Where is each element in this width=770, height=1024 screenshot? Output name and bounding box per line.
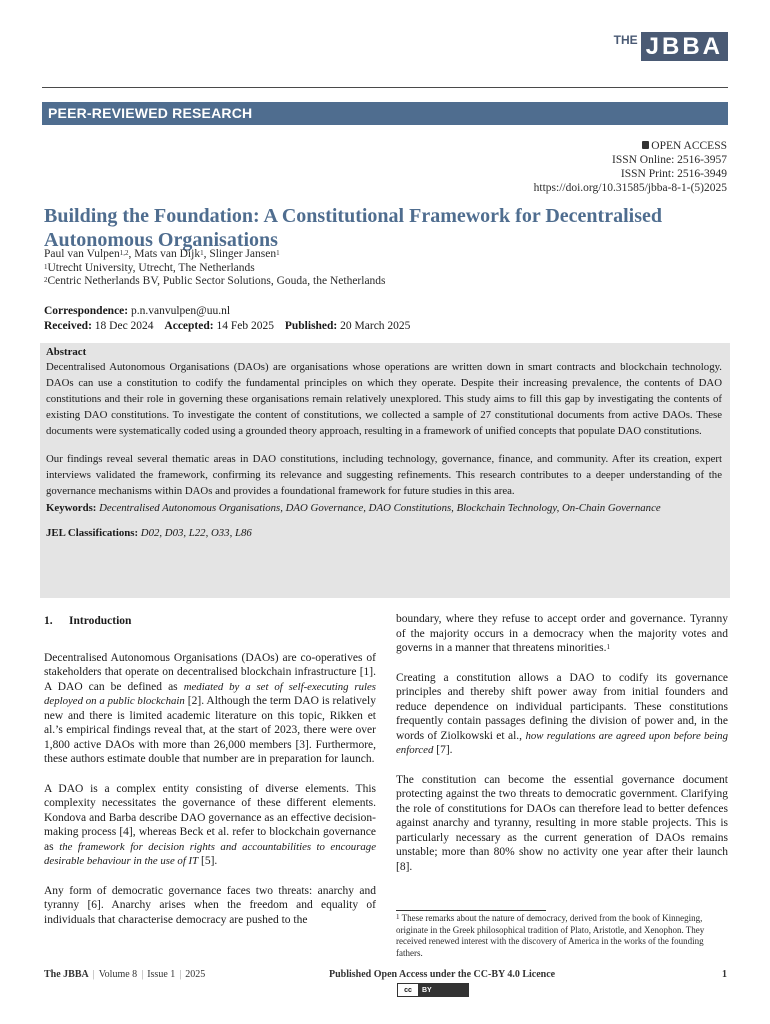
article-meta <box>534 139 727 195</box>
doi-link[interactable]: https://doi.org/10.31585/jbba-8-1-(5)2025 <box>533 182 727 194</box>
intro-paragraph: boundary, where they refuse to accept order and governance. Tyranny of the majority occurs in a democracy when the majority votes and governs in a manner that threatens minorities.$^1$ <box>396 613 728 654</box>
author-name: , Slinger Jansen <box>203 248 277 260</box>
intro-paragraph: Creating a constitution allows a DAO to codify its governance principles and thereby shift power away from initial founders and reduce dependence on individual participants. These constitutions frequently contain passages defining the division of power and, in the words of Ziolkowski et al., how regulations are agreed upon before being enforced [7]. <box>396 671 728 756</box>
abstract-heading: Abstract <box>46 346 87 358</box>
author-list <box>44 248 386 262</box>
jel-line <box>46 525 722 541</box>
author-affiliation-mark: 1,2 <box>119 249 129 257</box>
logo-the: THE <box>614 32 641 61</box>
intro-paragraph: A DAO is a complex entity consisting of diverse elements. This complexity necessitates the governance of these different elements. Kondova and Barba describe DAO governance as an effective decision-making process [4], whereas Beck et al. refer to blockchain governance as the framework for decision rights and accountabilities to encourage desirable behaviour in the use of IT [5]. <box>44 782 376 867</box>
footer-license: Published Open Access under the CC-BY 4.0 Licence <box>329 969 556 980</box>
open-access-label: OPEN ACCESS <box>651 140 727 152</box>
issn-print: ISSN Print: 2516-3949 <box>620 168 727 180</box>
author-block <box>44 248 386 289</box>
left-column <box>44 612 376 927</box>
cc-icon: cc <box>398 987 418 994</box>
keywords-list: Decentralised Autonomous Organisations, DAO Governance, DAO Constitutions, Blockchain Technology, On-Chain Governance <box>99 502 661 514</box>
issn-online: ISSN Online: 2516-3957 <box>612 154 727 166</box>
keywords-label: Keywords: <box>46 502 97 514</box>
footer-citation: The JBBA | Volume 8 | Issue 1 | 2025 <box>44 969 206 980</box>
abstract-box <box>40 343 730 598</box>
accepted-date: 14 Feb 2025 <box>216 320 274 332</box>
correspondence-label: Correspondence: <box>44 305 129 317</box>
right-column <box>396 612 728 874</box>
lock-icon <box>642 141 649 149</box>
journal-logo <box>614 32 728 61</box>
author-affiliation-mark: 1 <box>276 249 280 257</box>
author-affiliation-mark: 1 <box>200 249 204 257</box>
correspondence-block <box>44 304 410 334</box>
section-heading: 1. Introduction <box>44 615 132 627</box>
page-number: 1 <box>722 969 727 980</box>
by-icon: BY <box>418 984 468 996</box>
header-rule <box>42 87 728 88</box>
intro-paragraph: Decentralised Autonomous Organisations (DAOs) are co-operatives of stakeholders that operate on decentralised blockchain infrastructure [1]. A DAO can be defined as mediated by a set of self-executing rules deployed on a public blockchain [2]. Although the term DAO is relatively new and there is limited academic literature on this topic, Rikken et al.’s empirical findings reveal that, at the start of 2023, there were over 1,800 active DAOs with more than 26,000 members [3]. Furthermore, these authors estimate double that number are in preparation for launch. <box>44 651 376 765</box>
article-title: Building the Foundation: A Constitutional Framework for Decentralised Autonomous Organisations <box>44 205 662 251</box>
abstract-paragraph-1: Decentralised Autonomous Organisations (DAOs) are organisations whose operations are written down in smart contracts and blockchain technology. DAOs can use a constitution to codify the fundamental principles on which they operate. Despite their increasing prevalence, the contents of DAO constitutions and their role in governing these organisations remain relatively unexplored. This study aims to fill this gap by investigating the contents of existing DAO constitutions. To investigate the content of constitutions, we collected a sample of 27 constitutional documents from active DAOs. These documents were systematically coded using a grounded theory approach, resulting in a framework of unified concepts that populate DAO constitutions. <box>46 361 722 437</box>
open-access-line <box>534 139 727 153</box>
keywords-line <box>46 500 722 516</box>
jel-codes: D02, D03, L22, O33, L86 <box>140 527 252 539</box>
footnote: $^1$ These remarks about the nature of democracy, derived from the book of Kinneging, originate in the Greek philosophical tradition of Plato, Aristotle, and Xenophon. They received renewed interest with the discovery of America in the works of the founding fathers. <box>396 913 705 958</box>
intro-paragraph: Any form of democratic governance faces two threats: anarchy and tyranny [6]. Anarchy arises when the freedom and equality of individuals that characterise democracy are pushed to the <box>44 884 376 926</box>
footnote-ref[interactable]: 1 <box>606 643 610 651</box>
author-name: , Mats van Dijk <box>128 248 201 260</box>
correspondence-line <box>44 304 410 319</box>
affiliation-1: $^1$Utrecht University, Utrecht, The Netherlands <box>44 261 255 274</box>
footnote-rule <box>396 910 546 911</box>
author-name: Paul van Vulpen <box>44 248 120 260</box>
correspondence-email[interactable]: p.n.vanvulpen@uu.nl <box>131 305 231 317</box>
affiliation-2: $^2$Centric Netherlands BV, Public Sector Solutions, Gouda, the Netherlands <box>44 275 386 287</box>
section-banner: PEER-REVIEWED RESEARCH <box>42 102 728 125</box>
dates-line: Received: 18 Dec 2024 Accepted: 14 Feb 2025 Published: 20 March 2025 <box>44 320 411 332</box>
received-date: 18 Dec 2024 <box>94 320 154 332</box>
jel-label: JEL Classifications: <box>46 527 139 539</box>
published-date: 20 March 2025 <box>340 320 411 332</box>
intro-paragraph: The constitution can become the essential governance document protecting against the two threats to democratic government. Clarifying the role of constitutions for DAOs can therefore lead to better defences against anarchy and tyranny, resulting in more stable projects. This is particularly necessary as the current generation of DAOs remains unstable; more than 80% show no activity one year after their launch [8]. <box>396 773 728 873</box>
cc-by-badge[interactable] <box>397 983 469 997</box>
logo-name: JBBA <box>641 32 728 61</box>
abstract-paragraph-2: Our findings reveal several thematic areas in DAO constitutions, including technology, governance, finance, and community. After its creation, expert interviews validated the framework, confirming its relevance and suggesting refinements. This research contributes to a deeper understanding of the governance mechanisms within DAOs and provides a foundational framework for future studies in this area. <box>46 453 722 497</box>
